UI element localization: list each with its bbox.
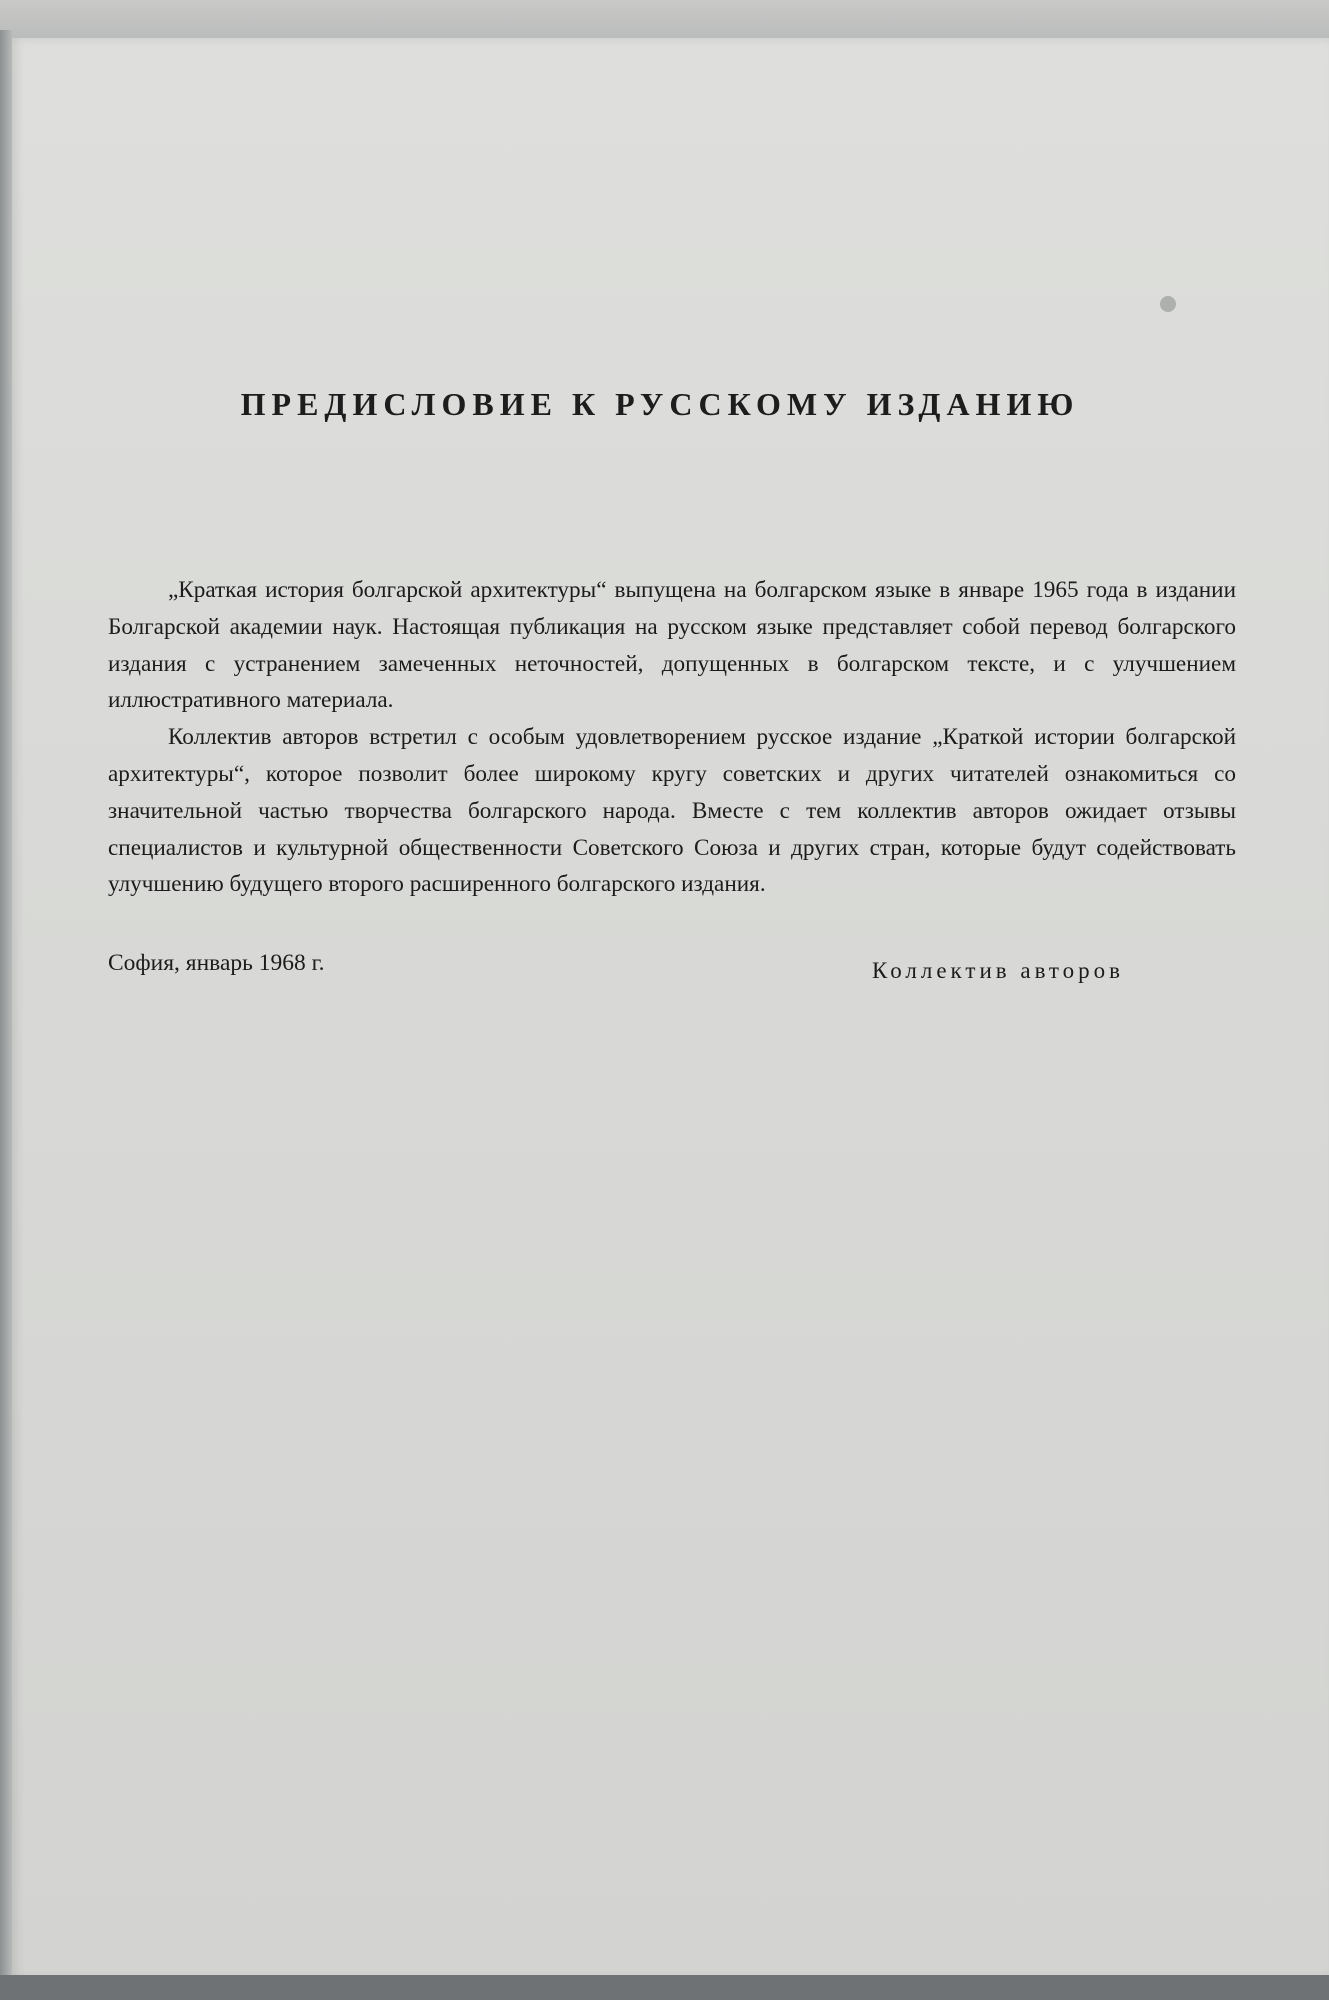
page-left-edge bbox=[0, 30, 12, 2000]
book-page bbox=[10, 38, 1329, 1978]
paper-spot bbox=[1160, 296, 1176, 312]
paragraph-2: Коллектив авторов встретил с особым удовлетворением русское издание „Краткой истории болгарской архитектуры“, которое позволит более широкому кругу советских и других читателей ознакомиться со значительной частью творчества болгарского народа. Вместе с тем коллектив авторов ожидает отзывы специалистов и культурной общественности Советского Союза и других стран, которые будут содействовать улучшению будущего второго расширенного болгарского издания. bbox=[108, 724, 1236, 898]
photo-background-top bbox=[0, 0, 1329, 40]
preface-body bbox=[108, 572, 1236, 903]
place-and-date: София, январь 1968 г. bbox=[108, 950, 325, 976]
authors-signature: Коллектив авторов bbox=[872, 958, 1124, 983]
page-title: ПРЕДИСЛОВИЕ К РУССКОМУ ИЗДАНИЮ bbox=[240, 386, 1080, 423]
paragraph-1: „Краткая история болгарской архитектуры“ выпущена на болгарском языке в январе 1965 года в издании Болгарской академии наук. Настоящая публикация на русском языке представляет собой перевод болгарского издания с устранением замеченных неточностей, допущенных в болгарском тексте, и с улучшением иллюстративного материала. bbox=[108, 577, 1236, 714]
photo-background-bottom bbox=[0, 1975, 1329, 2000]
